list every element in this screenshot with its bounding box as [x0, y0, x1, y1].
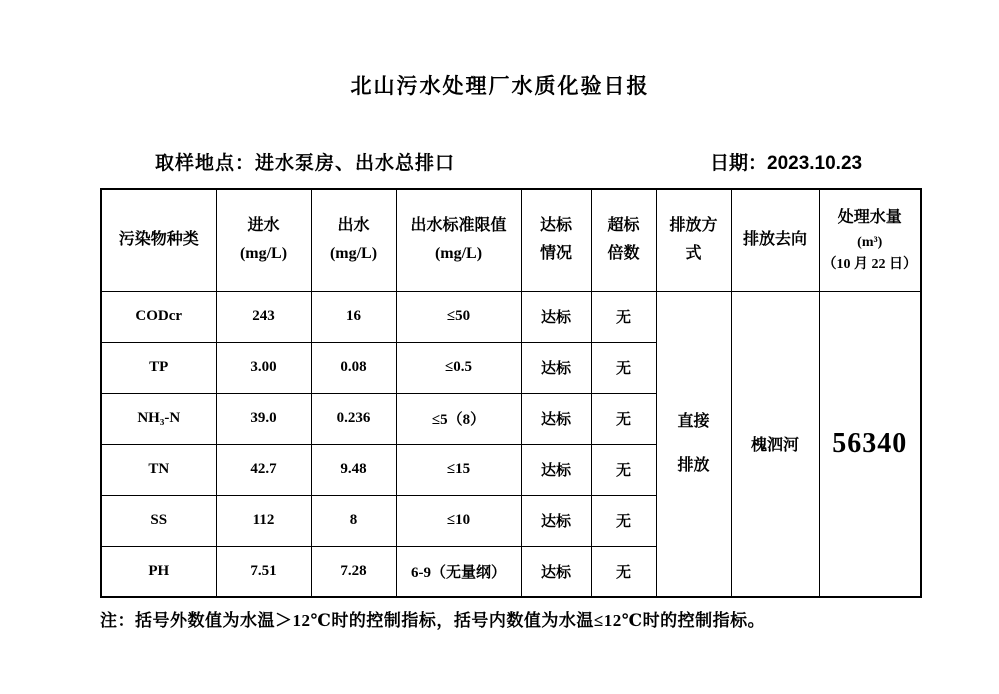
cell-exceed: 无 [591, 291, 656, 342]
col-header-exceed: 超标 倍数 [591, 189, 656, 291]
cell-effluent: 0.236 [311, 393, 396, 444]
cell-treated-volume: 56340 [819, 291, 921, 597]
cell-exceed: 无 [591, 444, 656, 495]
sampling-location: 取样地点：进水泵房、出水总排口 [155, 153, 456, 174]
cell-pollutant: CODcr [101, 291, 216, 342]
cell-limit: ≤0.5 [396, 342, 521, 393]
col-header-pollutant [101, 189, 216, 291]
cell-exceed: 无 [591, 495, 656, 546]
report-date: 日期：2023.10.23 [710, 153, 863, 174]
table-row [101, 291, 921, 342]
cell-exceed: 无 [591, 393, 656, 444]
col-header-treated-volume: 处理水量 (m³) （10 月 22 日） [819, 189, 921, 291]
cell-influent: 3.00 [216, 342, 311, 393]
cell-status: 达标 [521, 342, 591, 393]
cell-influent: 42.7 [216, 444, 311, 495]
spacer [659, 435, 729, 453]
cell-status: 达标 [521, 546, 591, 597]
col-header-status: 达标 情况 [521, 189, 591, 291]
cell-effluent: 0.08 [311, 342, 396, 393]
col-header-limit: 出水标准限值 (mg/L) [396, 189, 521, 291]
report-title: 北山污水处理厂水质化验日报 [350, 74, 650, 98]
cell-status: 达标 [521, 444, 591, 495]
col-header-discharge-destination: 排放去向 [731, 189, 819, 291]
cell-effluent: 7.28 [311, 546, 396, 597]
water-quality-table [100, 188, 922, 598]
cell-influent: 39.0 [216, 393, 311, 444]
footnote: 注：括号外数值为水温＞12℃时的控制指标，括号内数值为水温≤12℃时的控制指标。 [100, 611, 766, 630]
meta-row [0, 148, 999, 178]
col-header-influent: 进水 (mg/L) [216, 189, 311, 291]
cell-effluent: 8 [311, 495, 396, 546]
cell-pollutant: TP [101, 342, 216, 393]
cell-influent: 243 [216, 291, 311, 342]
cell-pollutant: NH₃-N [101, 393, 216, 444]
cell-limit: ≤5（8） [396, 393, 521, 444]
cell-effluent: 9.48 [311, 444, 396, 495]
cell-discharge-method: 直接 排放 [656, 291, 731, 597]
cell-pollutant: SS [101, 495, 216, 546]
cell-status: 达标 [521, 393, 591, 444]
col-header-effluent: 出水 (mg/L) [311, 189, 396, 291]
col-header-discharge-method: 排放方 式 [656, 189, 731, 291]
table-header-row [101, 189, 921, 291]
cell-limit: ≤50 [396, 291, 521, 342]
cell-limit: ≤10 [396, 495, 521, 546]
cell-status: 达标 [521, 495, 591, 546]
cell-effluent: 16 [311, 291, 396, 342]
col-header-pollutant-label: 污染物种类 [118, 231, 199, 249]
cell-exceed: 无 [591, 546, 656, 597]
cell-limit: 6-9（无量纲） [396, 546, 521, 597]
cell-pollutant: PH [101, 546, 216, 597]
cell-pollutant: TN [101, 444, 216, 495]
cell-limit: ≤15 [396, 444, 521, 495]
cell-influent: 112 [216, 495, 311, 546]
cell-discharge-destination: 槐泗河 [731, 291, 819, 597]
cell-status: 达标 [521, 291, 591, 342]
cell-influent: 7.51 [216, 546, 311, 597]
cell-exceed: 无 [591, 342, 656, 393]
